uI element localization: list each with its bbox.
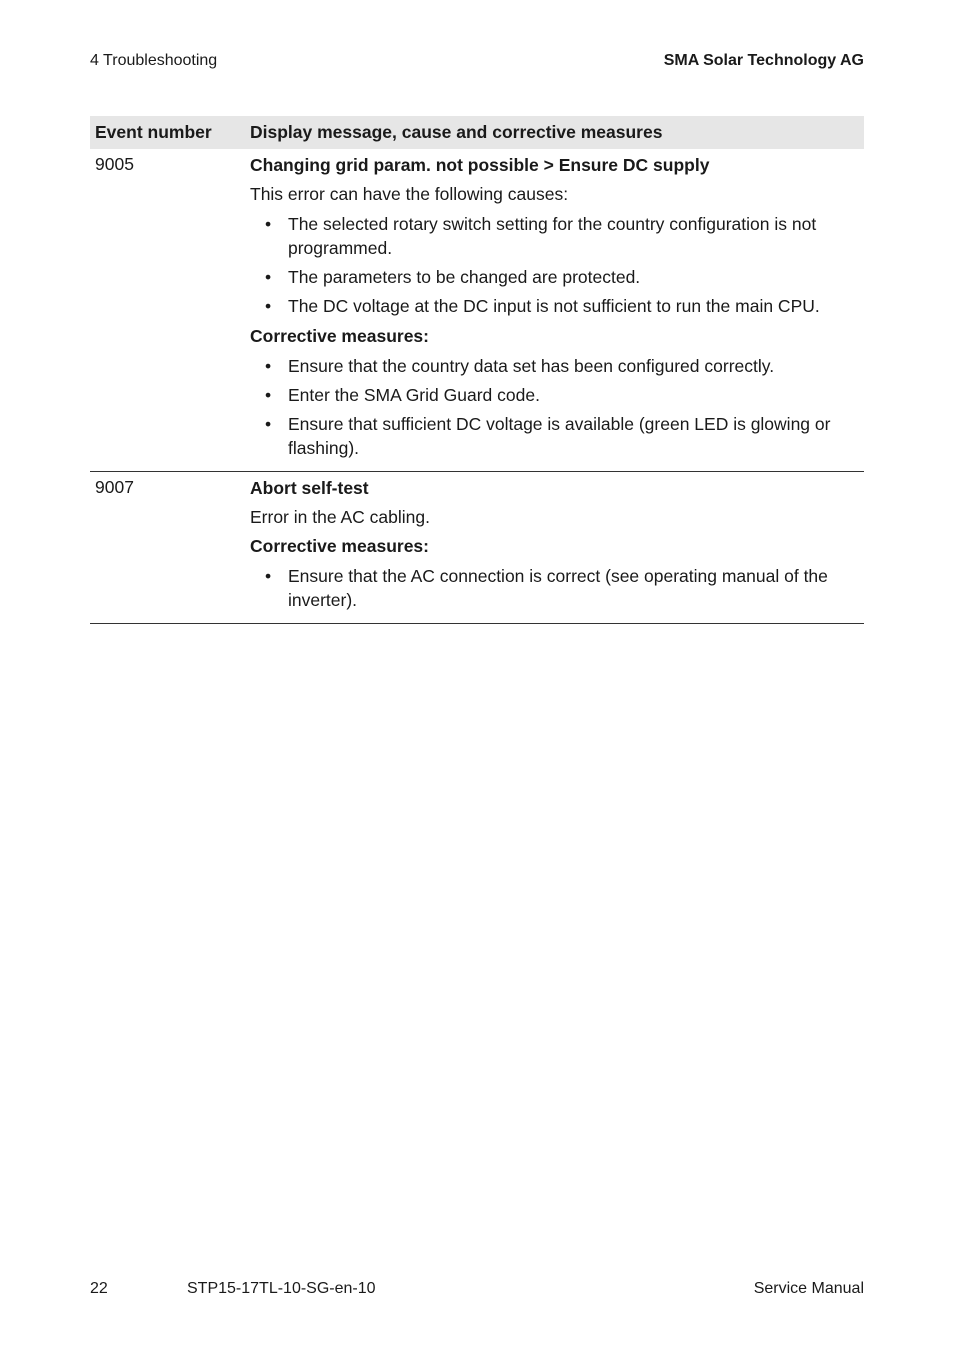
bullet-icon: •	[265, 566, 272, 586]
list-item: • Ensure that the country data set has been configured correctly.	[265, 356, 775, 376]
section-title: 4 Troubleshooting	[90, 52, 218, 69]
event-intro: This error can have the following causes:	[250, 184, 569, 204]
column-header-event: Event number	[90, 116, 245, 149]
measures-label: Corrective measures:	[250, 326, 429, 346]
list-item: • The DC voltage at the DC input is not sufficient to run the main CPU.	[265, 296, 820, 316]
measure-list	[250, 564, 859, 612]
bullet-icon: •	[265, 414, 272, 434]
column-header-message: Display message, cause and corrective measures	[245, 116, 864, 149]
page-header	[90, 52, 864, 70]
event-number: 9005	[95, 154, 134, 174]
page-footer	[90, 1280, 864, 1298]
document-code: STP15-17TL-10-SG-en-10	[187, 1280, 376, 1297]
company-name: SMA Solar Technology AG	[663, 52, 864, 69]
list-item: • The selected rotary switch setting for the country configuration is not programmed.	[265, 214, 817, 258]
list-item: • Enter the SMA Grid Guard code.	[265, 385, 540, 405]
event-title: Abort self-test	[250, 478, 369, 498]
event-details	[245, 472, 864, 624]
table-row	[90, 149, 864, 472]
bullet-icon: •	[265, 385, 272, 405]
bullet-icon: •	[265, 214, 272, 234]
list-item: • The parameters to be changed are protected.	[265, 267, 641, 287]
page-number: 22	[90, 1280, 108, 1297]
measures-label: Corrective measures:	[250, 536, 429, 556]
event-title: Changing grid param. not possible > Ensure DC supply	[250, 155, 710, 175]
list-item: • Ensure that sufficient DC voltage is available (green LED is glowing or flashing).	[265, 414, 831, 458]
cause-list	[250, 212, 859, 318]
event-number: 9007	[95, 477, 134, 497]
document-type: Service Manual	[753, 1280, 864, 1297]
bullet-icon: •	[265, 267, 272, 287]
table-row	[90, 472, 864, 624]
bullet-icon: •	[265, 356, 272, 376]
measure-list	[250, 354, 859, 460]
event-table	[90, 116, 864, 624]
bullet-icon: •	[265, 296, 272, 316]
table-header-row	[90, 116, 864, 149]
event-details	[245, 149, 864, 472]
list-item: • Ensure that the AC connection is correct (see operating manual of the inverter).	[265, 566, 828, 610]
event-intro: Error in the AC cabling.	[250, 507, 430, 527]
